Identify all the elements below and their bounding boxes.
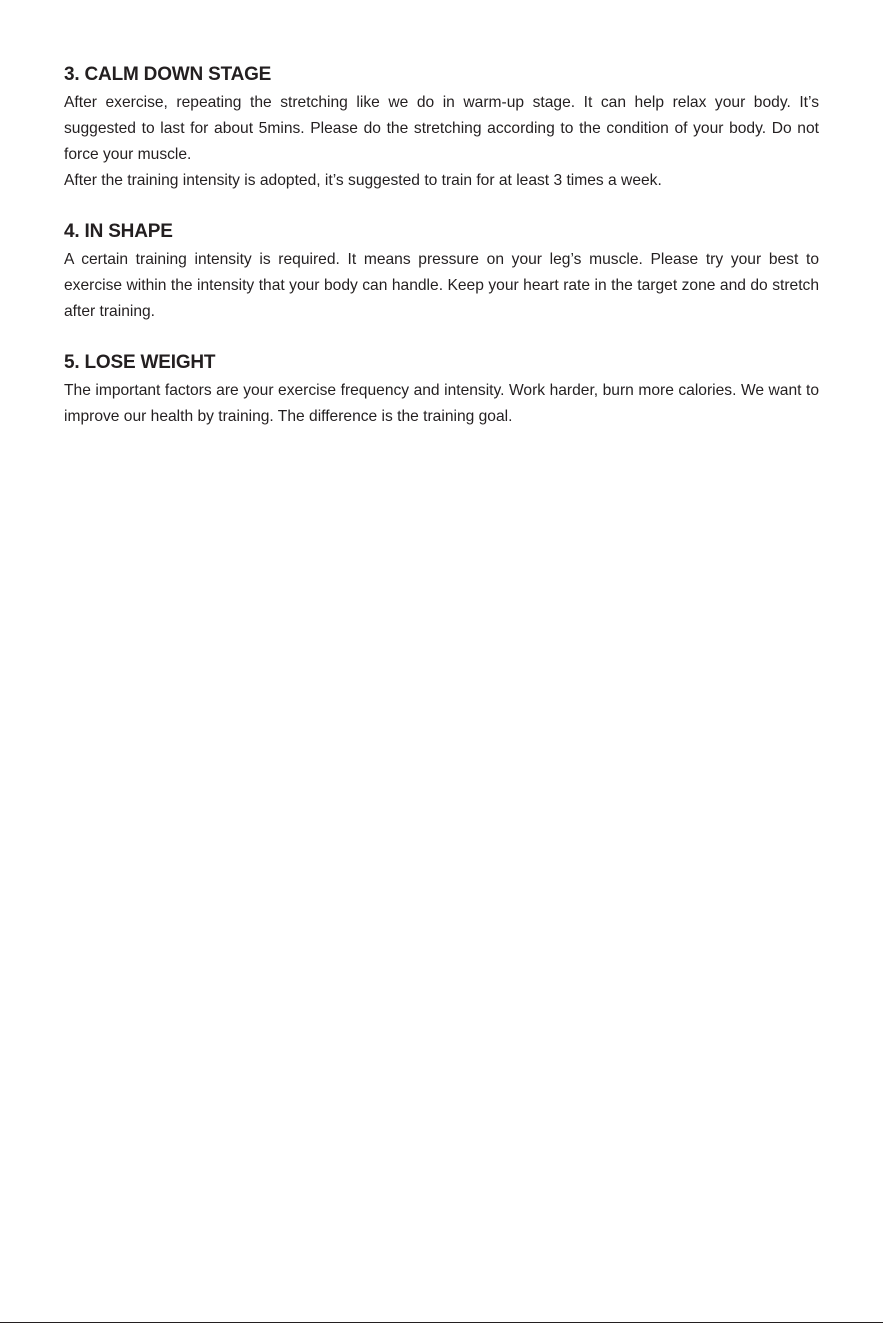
footer-rule: [0, 1322, 883, 1323]
section-title: 4. IN SHAPE: [64, 221, 173, 242]
section-paragraph: After exercise, repeating the stretching like we do in warm-up stage. It can help relax your body. It’s suggested to last for about 5mins. Please do the stretching according to the condition of your body. Do not force your muscle.: [64, 94, 819, 163]
section-lose-weight: [64, 352, 819, 430]
section-title: 5. LOSE WEIGHT: [64, 352, 216, 373]
manual-page: [64, 64, 819, 457]
section-title: 3. CALM DOWN STAGE: [64, 64, 272, 85]
section-paragraph: After the training intensity is adopted, it’s suggested to train for at least 3 times a week.: [64, 172, 662, 189]
section-paragraph: A certain training intensity is required. It means pressure on your leg’s muscle. Please try your best to exercise within the intensity that your body can handle. Keep your heart rate in the target zone and do stretch after training.: [64, 251, 819, 320]
section-in-shape: [64, 221, 819, 325]
section-paragraph: The important factors are your exercise frequency and intensity. Work harder, burn more calories. We want to improve our health by training. The difference is the training goal.: [64, 382, 819, 425]
section-calm-down-stage: [64, 64, 819, 194]
